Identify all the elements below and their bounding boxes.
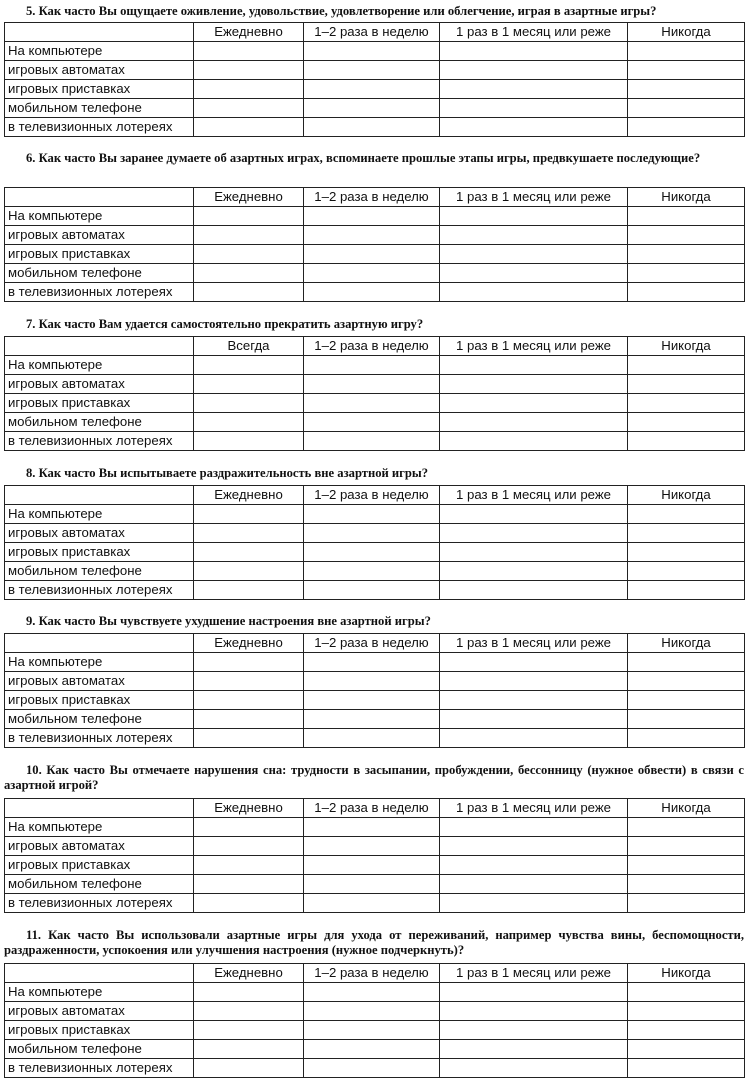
answer-cell-q10-r1-c3[interactable] xyxy=(440,818,628,837)
answer-cell-q10-r5-c1[interactable] xyxy=(194,894,304,913)
answer-cell-q9-r1-c3[interactable] xyxy=(440,653,628,672)
question-7-text: 7. Как часто Вам удается самостоятельно прекратить азартную игру? xyxy=(26,317,424,331)
column-header: 1 раз в 1 месяц или реже xyxy=(440,634,628,653)
answer-cell-q7-r4-c3[interactable] xyxy=(440,413,628,432)
question-6-table xyxy=(4,187,745,302)
answer-cell-q8-r3-c4[interactable] xyxy=(628,543,745,562)
table-row xyxy=(5,856,745,875)
answer-cell-q6-r1-c2[interactable] xyxy=(304,207,440,226)
row-label: На компьютере xyxy=(5,207,194,226)
column-header: Ежедневно xyxy=(194,634,304,653)
answer-cell-q5-r5-c2[interactable] xyxy=(304,118,440,137)
answer-cell-q10-r1-c2[interactable] xyxy=(304,818,440,837)
answer-cell-q10-r4-c3[interactable] xyxy=(440,875,628,894)
answer-cell-q11-r4-c2[interactable] xyxy=(304,1040,440,1059)
column-header: 1–2 раза в неделю xyxy=(304,23,440,42)
answer-cell-q6-r1-c4[interactable] xyxy=(628,207,745,226)
question-10-table xyxy=(4,798,745,913)
answer-cell-q9-r3-c4[interactable] xyxy=(628,691,745,710)
table-row xyxy=(5,1059,745,1078)
answer-cell-q7-r3-c1[interactable] xyxy=(194,394,304,413)
question-7-table xyxy=(4,336,745,451)
answer-cell-q11-r3-c1[interactable] xyxy=(194,1021,304,1040)
answer-cell-q9-r2-c1[interactable] xyxy=(194,672,304,691)
answer-cell-q6-r5-c2[interactable] xyxy=(304,283,440,302)
row-label: игровых приставках xyxy=(5,1021,194,1040)
answer-cell-q8-r5-c1[interactable] xyxy=(194,581,304,600)
answer-cell-q5-r1-c4[interactable] xyxy=(628,42,745,61)
row-label: игровых приставках xyxy=(5,691,194,710)
row-label: игровых приставках xyxy=(5,394,194,413)
answer-cell-q10-r4-c4[interactable] xyxy=(628,875,745,894)
question-11-table xyxy=(4,963,745,1078)
table-row xyxy=(5,581,745,600)
row-label: игровых приставках xyxy=(5,543,194,562)
table-row xyxy=(5,118,745,137)
row-label: На компьютере xyxy=(5,42,194,61)
answer-cell-q9-r5-c2[interactable] xyxy=(304,729,440,748)
table-row xyxy=(5,818,745,837)
question-5-table xyxy=(4,22,745,137)
header-corner-cell xyxy=(5,486,194,505)
table-row xyxy=(5,283,745,302)
table-row xyxy=(5,1021,745,1040)
answer-cell-q8-r3-c3[interactable] xyxy=(440,543,628,562)
column-header: 1 раз в 1 месяц или реже xyxy=(440,23,628,42)
table-row xyxy=(5,562,745,581)
row-label: в телевизионных лотереях xyxy=(5,118,194,137)
answer-cell-q8-r5-c3[interactable] xyxy=(440,581,628,600)
answer-cell-q6-r4-c3[interactable] xyxy=(440,264,628,283)
answer-cell-q11-r3-c3[interactable] xyxy=(440,1021,628,1040)
column-header: Никогда xyxy=(628,188,745,207)
answer-cell-q11-r1-c2[interactable] xyxy=(304,983,440,1002)
answer-cell-q9-r2-c2[interactable] xyxy=(304,672,440,691)
answer-cell-q10-r2-c4[interactable] xyxy=(628,837,745,856)
answer-cell-q9-r4-c2[interactable] xyxy=(304,710,440,729)
header-corner-cell xyxy=(5,337,194,356)
answer-cell-q7-r2-c2[interactable] xyxy=(304,375,440,394)
header-corner-cell xyxy=(5,634,194,653)
answer-cell-q5-r4-c3[interactable] xyxy=(440,99,628,118)
row-label: На компьютере xyxy=(5,983,194,1002)
answer-cell-q8-r4-c1[interactable] xyxy=(194,562,304,581)
row-label: игровых автоматах xyxy=(5,672,194,691)
table-row xyxy=(5,524,745,543)
answer-cell-q8-r1-c1[interactable] xyxy=(194,505,304,524)
answer-cell-q11-r2-c2[interactable] xyxy=(304,1002,440,1021)
answer-cell-q6-r5-c1[interactable] xyxy=(194,283,304,302)
answer-cell-q11-r5-c1[interactable] xyxy=(194,1059,304,1078)
table-row xyxy=(5,1002,745,1021)
answer-cell-q8-r2-c2[interactable] xyxy=(304,524,440,543)
header-corner-cell xyxy=(5,23,194,42)
answer-cell-q8-r3-c1[interactable] xyxy=(194,543,304,562)
table-row xyxy=(5,207,745,226)
answer-cell-q7-r4-c2[interactable] xyxy=(304,413,440,432)
answer-cell-q6-r5-c3[interactable] xyxy=(440,283,628,302)
answer-cell-q5-r2-c3[interactable] xyxy=(440,61,628,80)
header-row xyxy=(5,799,745,818)
answer-cell-q6-r4-c4[interactable] xyxy=(628,264,745,283)
answer-cell-q11-r4-c4[interactable] xyxy=(628,1040,745,1059)
answer-cell-q9-r1-c2[interactable] xyxy=(304,653,440,672)
answer-cell-q7-r3-c3[interactable] xyxy=(440,394,628,413)
question-5-text: 5. Как часто Вы ощущаете оживление, удовольствие, удовлетворение или облегчение, играя в азартные игры? xyxy=(26,4,657,18)
table-row xyxy=(5,837,745,856)
answer-cell-q7-r3-c4[interactable] xyxy=(628,394,745,413)
question-6-text: 6. Как часто Вы заранее думаете об азартных играх, вспоминаете прошлые этапы игры, предвкушаете последующие? xyxy=(26,151,701,165)
answer-cell-q6-r3-c1[interactable] xyxy=(194,245,304,264)
row-label: игровых автоматах xyxy=(5,375,194,394)
row-label: игровых автоматах xyxy=(5,226,194,245)
column-header: Ежедневно xyxy=(194,964,304,983)
table-row xyxy=(5,710,745,729)
answer-cell-q6-r2-c4[interactable] xyxy=(628,226,745,245)
answer-cell-q8-r4-c3[interactable] xyxy=(440,562,628,581)
header-row xyxy=(5,964,745,983)
answer-cell-q9-r3-c3[interactable] xyxy=(440,691,628,710)
column-header: Ежедневно xyxy=(194,486,304,505)
answer-cell-q8-r5-c4[interactable] xyxy=(628,581,745,600)
table-row xyxy=(5,61,745,80)
answer-cell-q9-r5-c4[interactable] xyxy=(628,729,745,748)
column-header: 1–2 раза в неделю xyxy=(304,337,440,356)
header-corner-cell xyxy=(5,799,194,818)
answer-cell-q6-r2-c1[interactable] xyxy=(194,226,304,245)
answer-cell-q7-r3-c2[interactable] xyxy=(304,394,440,413)
answer-cell-q8-r1-c3[interactable] xyxy=(440,505,628,524)
table-row xyxy=(5,99,745,118)
answer-cell-q7-r5-c2[interactable] xyxy=(304,432,440,451)
table-row xyxy=(5,983,745,1002)
row-label: игровых приставках xyxy=(5,80,194,99)
row-label: в телевизионных лотереях xyxy=(5,432,194,451)
answer-cell-q5-r2-c2[interactable] xyxy=(304,61,440,80)
answer-cell-q5-r2-c4[interactable] xyxy=(628,61,745,80)
answer-cell-q5-r5-c3[interactable] xyxy=(440,118,628,137)
answer-cell-q9-r4-c1[interactable] xyxy=(194,710,304,729)
answer-cell-q10-r3-c3[interactable] xyxy=(440,856,628,875)
answer-cell-q8-r1-c2[interactable] xyxy=(304,505,440,524)
answer-cell-q6-r2-c2[interactable] xyxy=(304,226,440,245)
table-row xyxy=(5,1040,745,1059)
column-header: Никогда xyxy=(628,486,745,505)
row-label: мобильном телефоне xyxy=(5,562,194,581)
table-row xyxy=(5,264,745,283)
answer-cell-q11-r4-c1[interactable] xyxy=(194,1040,304,1059)
column-header: Ежедневно xyxy=(194,799,304,818)
answer-cell-q8-r2-c3[interactable] xyxy=(440,524,628,543)
answer-cell-q6-r5-c4[interactable] xyxy=(628,283,745,302)
header-corner-cell xyxy=(5,964,194,983)
column-header: 1 раз в 1 месяц или реже xyxy=(440,486,628,505)
row-label: мобильном телефоне xyxy=(5,413,194,432)
answer-cell-q8-r2-c4[interactable] xyxy=(628,524,745,543)
answer-cell-q11-r1-c3[interactable] xyxy=(440,983,628,1002)
answer-cell-q9-r3-c1[interactable] xyxy=(194,691,304,710)
question-11-text: 11. Как часто Вы использовали азартные игры для ухода от переживаний, например чувства вины, беспомощности, раздраженности, успокоения или улучшения настроения (нужное подчеркнуть)? xyxy=(4,928,744,957)
answer-cell-q10-r5-c2[interactable] xyxy=(304,894,440,913)
answer-cell-q5-r3-c4[interactable] xyxy=(628,80,745,99)
table-row xyxy=(5,672,745,691)
answer-cell-q7-r4-c1[interactable] xyxy=(194,413,304,432)
answer-cell-q10-r1-c4[interactable] xyxy=(628,818,745,837)
table-row xyxy=(5,394,745,413)
column-header: Никогда xyxy=(628,799,745,818)
answer-cell-q5-r5-c4[interactable] xyxy=(628,118,745,137)
header-row xyxy=(5,337,745,356)
answer-cell-q8-r4-c4[interactable] xyxy=(628,562,745,581)
table-row xyxy=(5,875,745,894)
table-row xyxy=(5,432,745,451)
row-label: игровых приставках xyxy=(5,856,194,875)
question-9-table xyxy=(4,633,745,748)
answer-cell-q9-r5-c3[interactable] xyxy=(440,729,628,748)
answer-cell-q5-r1-c2[interactable] xyxy=(304,42,440,61)
table-row xyxy=(5,226,745,245)
column-header: 1–2 раза в неделю xyxy=(304,964,440,983)
answer-cell-q5-r3-c1[interactable] xyxy=(194,80,304,99)
answer-cell-q5-r4-c4[interactable] xyxy=(628,99,745,118)
answer-cell-q7-r5-c3[interactable] xyxy=(440,432,628,451)
table-row xyxy=(5,375,745,394)
answer-cell-q8-r1-c4[interactable] xyxy=(628,505,745,524)
answer-cell-q6-r1-c1[interactable] xyxy=(194,207,304,226)
answer-cell-q5-r5-c1[interactable] xyxy=(194,118,304,137)
header-row xyxy=(5,188,745,207)
answer-cell-q10-r3-c2[interactable] xyxy=(304,856,440,875)
column-header: Никогда xyxy=(628,964,745,983)
answer-cell-q10-r4-c1[interactable] xyxy=(194,875,304,894)
answer-cell-q5-r3-c2[interactable] xyxy=(304,80,440,99)
answer-cell-q7-r5-c4[interactable] xyxy=(628,432,745,451)
column-header: 1 раз в 1 месяц или реже xyxy=(440,799,628,818)
row-label: игровых приставках xyxy=(5,245,194,264)
row-label: На компьютере xyxy=(5,653,194,672)
answer-cell-q9-r3-c2[interactable] xyxy=(304,691,440,710)
row-label: игровых автоматах xyxy=(5,837,194,856)
answer-cell-q7-r5-c1[interactable] xyxy=(194,432,304,451)
answer-cell-q11-r3-c4[interactable] xyxy=(628,1021,745,1040)
answer-cell-q10-r5-c3[interactable] xyxy=(440,894,628,913)
row-label: игровых автоматах xyxy=(5,61,194,80)
question-8-text: 8. Как часто Вы испытываете раздражительность вне азартной игры? xyxy=(26,466,429,480)
answer-cell-q10-r2-c2[interactable] xyxy=(304,837,440,856)
column-header: 1–2 раза в неделю xyxy=(304,188,440,207)
answer-cell-q7-r1-c3[interactable] xyxy=(440,356,628,375)
answer-cell-q10-r3-c1[interactable] xyxy=(194,856,304,875)
question-10-text: 10. Как часто Вы отмечаете нарушения сна: трудности в засыпании, пробуждении, бессонницу (нужное обвести) в связи с азартной игрой? xyxy=(4,763,744,792)
row-label: игровых автоматах xyxy=(5,524,194,543)
answer-cell-q6-r3-c3[interactable] xyxy=(440,245,628,264)
header-row xyxy=(5,486,745,505)
table-row xyxy=(5,691,745,710)
answer-cell-q9-r5-c1[interactable] xyxy=(194,729,304,748)
answer-cell-q10-r2-c1[interactable] xyxy=(194,837,304,856)
row-label: в телевизионных лотереях xyxy=(5,283,194,302)
answer-cell-q5-r1-c3[interactable] xyxy=(440,42,628,61)
answer-cell-q6-r2-c3[interactable] xyxy=(440,226,628,245)
table-row xyxy=(5,505,745,524)
row-label: мобильном телефоне xyxy=(5,875,194,894)
answer-cell-q7-r2-c1[interactable] xyxy=(194,375,304,394)
table-row xyxy=(5,653,745,672)
column-header: 1 раз в 1 месяц или реже xyxy=(440,964,628,983)
row-label: в телевизионных лотереях xyxy=(5,729,194,748)
column-header: 1 раз в 1 месяц или реже xyxy=(440,337,628,356)
row-label: в телевизионных лотереях xyxy=(5,1059,194,1078)
table-row xyxy=(5,413,745,432)
answer-cell-q6-r1-c3[interactable] xyxy=(440,207,628,226)
column-header: Никогда xyxy=(628,23,745,42)
answer-cell-q7-r2-c3[interactable] xyxy=(440,375,628,394)
row-label: На компьютере xyxy=(5,356,194,375)
row-label: На компьютере xyxy=(5,505,194,524)
answer-cell-q11-r5-c4[interactable] xyxy=(628,1059,745,1078)
answer-cell-q11-r2-c4[interactable] xyxy=(628,1002,745,1021)
answer-cell-q5-r4-c1[interactable] xyxy=(194,99,304,118)
answer-cell-q10-r1-c1[interactable] xyxy=(194,818,304,837)
answer-cell-q9-r4-c4[interactable] xyxy=(628,710,745,729)
answer-cell-q10-r4-c2[interactable] xyxy=(304,875,440,894)
table-row xyxy=(5,356,745,375)
question-8-table xyxy=(4,485,745,600)
column-header: Ежедневно xyxy=(194,23,304,42)
answer-cell-q11-r2-c3[interactable] xyxy=(440,1002,628,1021)
answer-cell-q8-r3-c2[interactable] xyxy=(304,543,440,562)
column-header: 1–2 раза в неделю xyxy=(304,799,440,818)
row-label: На компьютере xyxy=(5,818,194,837)
answer-cell-q6-r3-c2[interactable] xyxy=(304,245,440,264)
answer-cell-q7-r1-c4[interactable] xyxy=(628,356,745,375)
column-header: 1–2 раза в неделю xyxy=(304,634,440,653)
answer-cell-q5-r2-c1[interactable] xyxy=(194,61,304,80)
answer-cell-q7-r2-c4[interactable] xyxy=(628,375,745,394)
answer-cell-q5-r4-c2[interactable] xyxy=(304,99,440,118)
table-row xyxy=(5,42,745,61)
row-label: в телевизионных лотереях xyxy=(5,581,194,600)
answer-cell-q11-r3-c2[interactable] xyxy=(304,1021,440,1040)
column-header: Никогда xyxy=(628,337,745,356)
table-row xyxy=(5,245,745,264)
answer-cell-q10-r2-c3[interactable] xyxy=(440,837,628,856)
answer-cell-q11-r5-c2[interactable] xyxy=(304,1059,440,1078)
answer-cell-q5-r3-c3[interactable] xyxy=(440,80,628,99)
row-label: мобильном телефоне xyxy=(5,99,194,118)
table-row xyxy=(5,894,745,913)
answer-cell-q7-r1-c2[interactable] xyxy=(304,356,440,375)
answer-cell-q11-r1-c1[interactable] xyxy=(194,983,304,1002)
table-row xyxy=(5,729,745,748)
header-row xyxy=(5,23,745,42)
column-header: 1–2 раза в неделю xyxy=(304,486,440,505)
answer-cell-q9-r2-c3[interactable] xyxy=(440,672,628,691)
answer-cell-q7-r1-c1[interactable] xyxy=(194,356,304,375)
answer-cell-q7-r4-c4[interactable] xyxy=(628,413,745,432)
answer-cell-q10-r5-c4[interactable] xyxy=(628,894,745,913)
answer-cell-q9-r4-c3[interactable] xyxy=(440,710,628,729)
column-header: Никогда xyxy=(628,634,745,653)
row-label: мобильном телефоне xyxy=(5,1040,194,1059)
row-label: мобильном телефоне xyxy=(5,710,194,729)
answer-cell-q11-r5-c3[interactable] xyxy=(440,1059,628,1078)
answer-cell-q9-r2-c4[interactable] xyxy=(628,672,745,691)
answer-cell-q11-r4-c3[interactable] xyxy=(440,1040,628,1059)
answer-cell-q6-r3-c4[interactable] xyxy=(628,245,745,264)
row-label: в телевизионных лотереях xyxy=(5,894,194,913)
answer-cell-q5-r1-c1[interactable] xyxy=(194,42,304,61)
answer-cell-q8-r5-c2[interactable] xyxy=(304,581,440,600)
column-header: Всегда xyxy=(194,337,304,356)
answer-cell-q6-r4-c1[interactable] xyxy=(194,264,304,283)
row-label: игровых автоматах xyxy=(5,1002,194,1021)
column-header: Ежедневно xyxy=(194,188,304,207)
answer-cell-q9-r1-c4[interactable] xyxy=(628,653,745,672)
header-corner-cell xyxy=(5,188,194,207)
table-row xyxy=(5,80,745,99)
table-row xyxy=(5,543,745,562)
question-9-text: 9. Как часто Вы чувствуете ухудшение настроения вне азартной игры? xyxy=(26,614,431,628)
column-header: 1 раз в 1 месяц или реже xyxy=(440,188,628,207)
answer-cell-q10-r3-c4[interactable] xyxy=(628,856,745,875)
answer-cell-q8-r4-c2[interactable] xyxy=(304,562,440,581)
answer-cell-q11-r2-c1[interactable] xyxy=(194,1002,304,1021)
answer-cell-q6-r4-c2[interactable] xyxy=(304,264,440,283)
row-label: мобильном телефоне xyxy=(5,264,194,283)
header-row xyxy=(5,634,745,653)
answer-cell-q8-r2-c1[interactable] xyxy=(194,524,304,543)
answer-cell-q9-r1-c1[interactable] xyxy=(194,653,304,672)
answer-cell-q11-r1-c4[interactable] xyxy=(628,983,745,1002)
